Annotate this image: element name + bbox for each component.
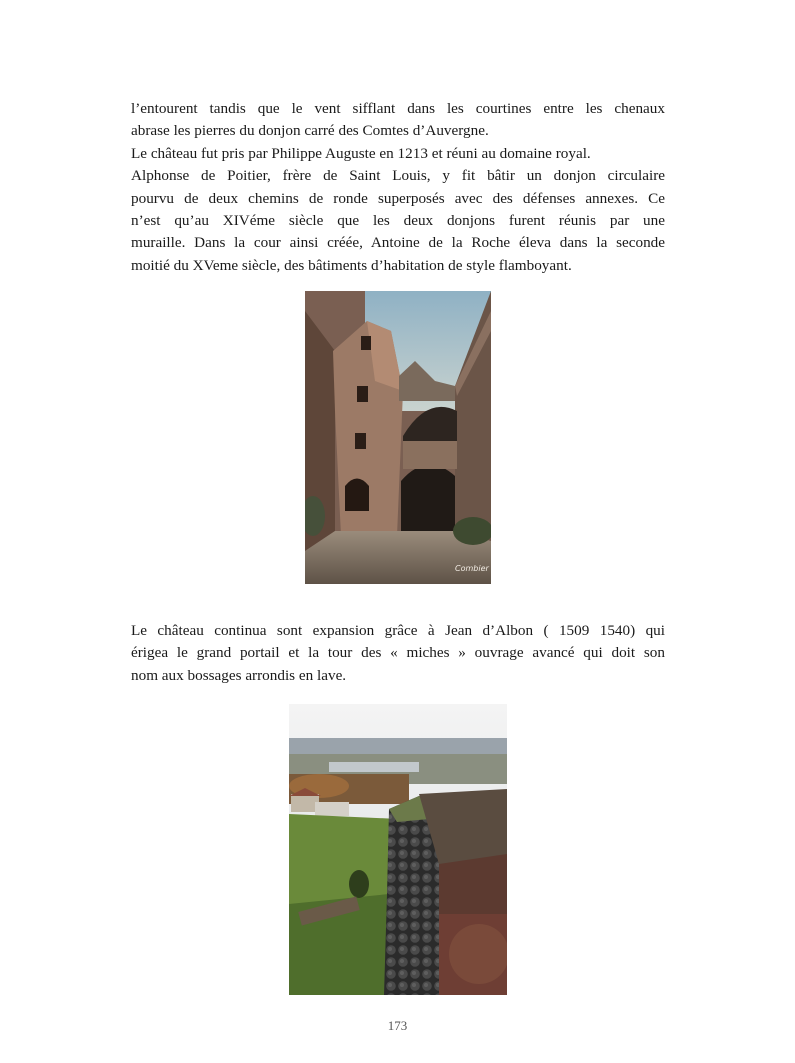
page-number: 173 [387,1018,408,1033]
text-line: Le château continua sont expansion grâce à Jean d’Albon ( 1509 1540) qui [131,622,665,639]
photo-signature [455,564,489,573]
text-line: n’est qu’au XIVéme siècle que les deux donjons furent réunis par une [131,212,665,230]
text-line: nom aux bossages arrondis en lave. [131,666,347,684]
svg-text:Combier: Combier [455,564,489,573]
paragraph-2 [131,620,665,687]
text-line: érigea le grand portail et la tour des « miches » ouvrage avancé qui doit son [131,644,665,662]
text-line: abrase les pierres du donjon carré des Comtes d’Auvergne. [131,122,489,140]
tower-landscape-photo [289,704,507,995]
text-line: pourvu de deux chemins de ronde superposés avec des défenses annexes. Ce [131,189,665,207]
text-line: Alphonse de Poitier, frère de Saint Louis, y fit bâtir un donjon circulaire [131,167,665,185]
text-line: Le château fut pris par Philippe Auguste en 1213 et réuni au domaine royal. [131,144,591,162]
text-line: muraille. Dans la cour ainsi créée, Antoine de la Roche éleva dans la seconde [131,234,665,252]
paragraph-1 [131,98,665,277]
text-line: moitié du XVeme siècle, des bâtiments d’habitation de style flamboyant. [131,256,572,274]
courtyard-photo [305,291,491,584]
text-line: l’entourent tandis que le vent sifflant dans les courtines entre les chenaux [131,100,665,117]
